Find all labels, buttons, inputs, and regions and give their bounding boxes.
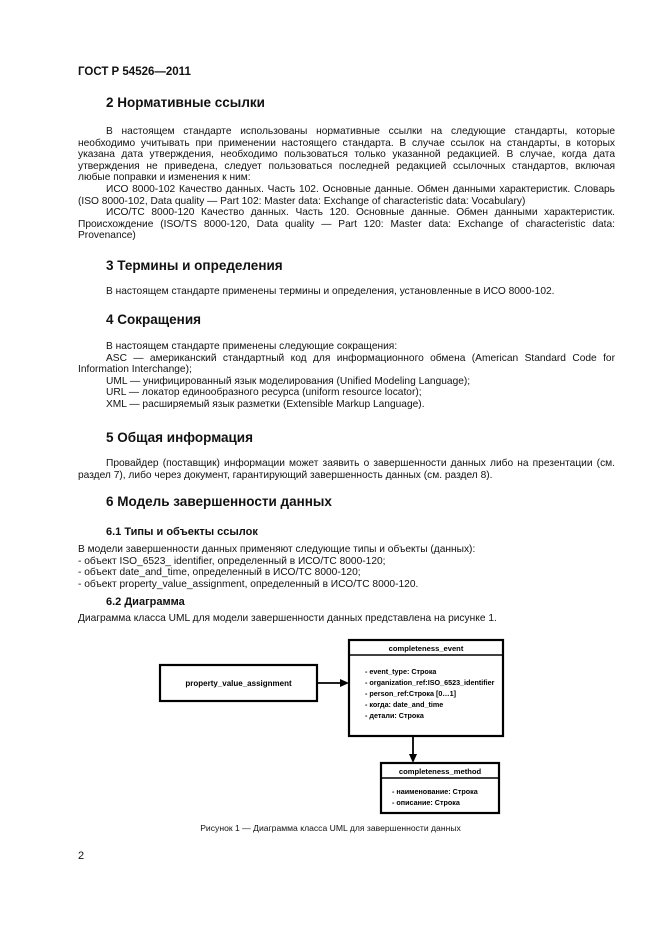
arrow-head-icon: [340, 679, 349, 687]
section-2-paragraph-3: ИСО/ТС 8000-120 Качество данных. Часть 120. Основные данные. Обмен данными характеристик. Происхождение (ISO/TS 8000-120, Data quality — Part 120: Master data: Exchange of characteristic data: Provenance): [78, 207, 615, 242]
section-6-title: 6 Модель завершенности данных: [106, 494, 332, 509]
pva-class-name: property_value_assignment: [185, 679, 292, 688]
subsection-6-2-text: Диаграмма класса UML для модели завершенности данных представлена на рисунке 1.: [78, 613, 497, 624]
abbreviation-item: URL — локатор единообразного ресурса (uniform resource locator);: [106, 387, 422, 399]
section-2-title: 2 Нормативные ссылки: [106, 95, 265, 110]
event-attribute: - детали: Строка: [365, 711, 424, 720]
event-attribute: - person_ref:Строка [0…1]: [365, 689, 456, 698]
section-2-paragraph-2: ИСО 8000-102 Качество данных. Часть 102. Основные данные. Обмен данными характеристик. Словарь (ISO 8000-102, Data quality — Part 102: Master data: Exchange of characteristic data: Vocabulary): [78, 183, 615, 207]
method-attribute: - наименование: Строка: [392, 787, 478, 796]
event-attribute: - event_type: Строка: [365, 667, 437, 676]
object-list-item: - объект property_value_assignment, определенный в ИСО/ТС 8000-120.: [78, 578, 419, 590]
event-attribute: - organization_ref:ISO_6523_identifier: [365, 678, 495, 687]
figure-caption: Рисунок 1 — Диаграмма класса UML для завершенности данных: [200, 823, 461, 833]
section-4-title: 4 Сокращения: [106, 312, 201, 327]
abbreviation-item: ASC — американский стандартный код для информационного обмена (American Standard Code for Information Interchange);: [78, 352, 615, 376]
completeness-method-class-name: completeness_method: [398, 767, 482, 776]
method-attribute: - описание: Строка: [392, 798, 460, 807]
section-3-title: 3 Термины и определения: [106, 258, 283, 273]
subsection-6-2-title: 6.2 Диаграмма: [106, 596, 185, 608]
section-2-paragraph-1: В настоящем стандарте использованы нормативные ссылки на следующие стандарты, которые необходимо учитывать при применении настоящего стандарта. В случае ссылок на стандарты, в которых указана дата утверждения, необходимо пользоваться только указанной редакцией. В случае, когда дата утверждения не приведена, следует пользоваться последней редакцией ссылочных стандартов, включая любые поправки и изменения к ним:: [78, 126, 615, 184]
abbreviation-item: UML — унифицированный язык моделирования (Unified Modeling Language);: [106, 375, 471, 387]
section-4-intro: В настоящем стандарте применены следующие сокращения:: [106, 341, 398, 352]
object-list-item: - объект date_and_time, определенный в ИСО/ТС 8000-120;: [78, 567, 361, 579]
subsection-6-1-title: 6.1 Типы и объекты ссылок: [106, 526, 258, 538]
arrow-head-icon: [409, 754, 417, 763]
subsection-6-1-intro: В модели завершенности данных применяют следующие типы и объекты (данных):: [78, 544, 476, 555]
object-list-item: - объект ISO_6523_ identifier, определенный в ИСО/ТС 8000-120;: [78, 555, 386, 567]
page-number: 2: [78, 850, 85, 862]
section-5-title: 5 Общая информация: [106, 430, 253, 445]
completeness-event-class-name: completeness_event: [388, 644, 464, 653]
abbreviation-item: XML — расширяемый язык разметки (Extensible Markup Language).: [106, 398, 425, 410]
document-header: ГОСТ Р 54526—2011: [78, 66, 191, 78]
event-attribute: - когда: date_and_time: [365, 700, 444, 709]
section-5-paragraph: Провайдер (поставщик) информации может заявить о завершенности данных либо на презентации (см. раздел 7), либо через документ, гарантирующий завершенность данных (см. раздел 8).: [78, 458, 615, 481]
section-3-paragraph: В настоящем стандарте применены термины и определения, установленные в ИСО 8000-102.: [106, 286, 555, 297]
